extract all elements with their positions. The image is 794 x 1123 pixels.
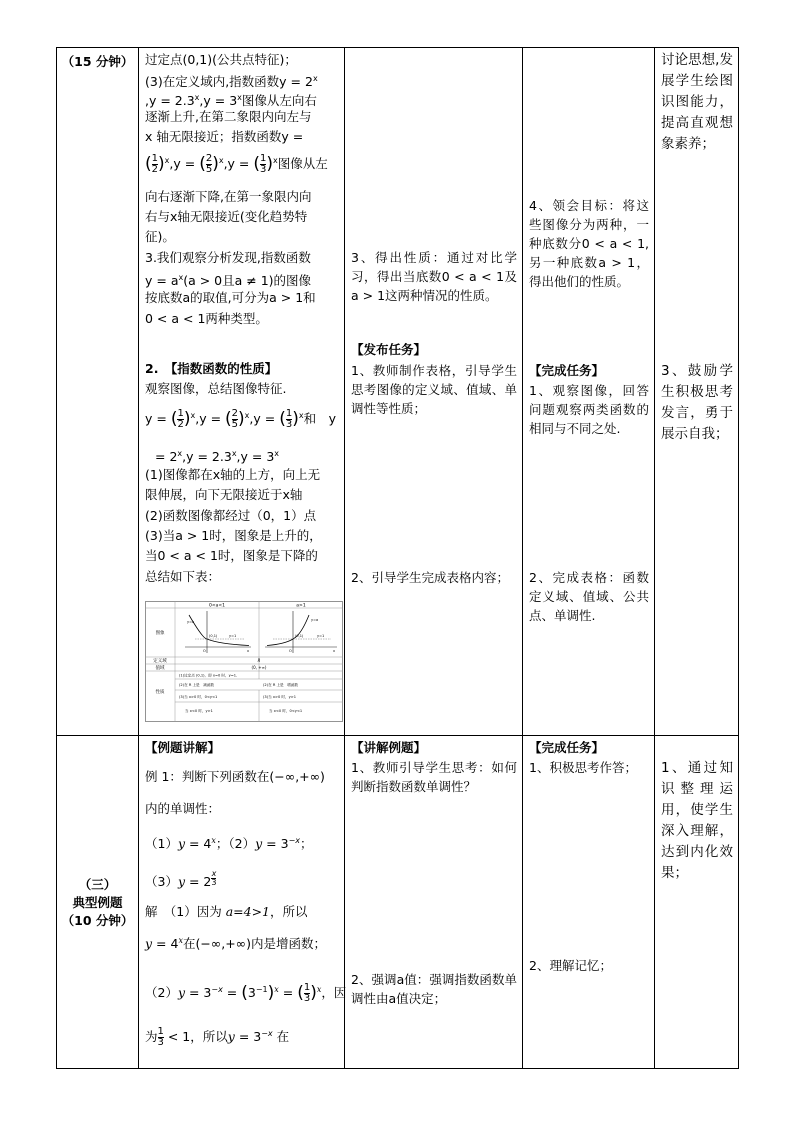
fig-origin-label: O bbox=[289, 649, 292, 653]
teacher-text: 1、教师制作表格，引导学生思考图像的定义域、值域、单调性等性质； bbox=[351, 363, 517, 416]
content-cell bbox=[139, 735, 345, 1068]
content-line: 当0 < a < 1时，图象是下降的 bbox=[145, 548, 318, 563]
fig-range: (0, +∞) bbox=[251, 665, 267, 670]
example-line: $(1)y = 4^x$；$(2)y = 3^{-x}$； bbox=[145, 835, 313, 851]
content-line: 限伸展，向下无限接近于x轴 bbox=[145, 487, 303, 502]
table-row bbox=[57, 735, 739, 1068]
example-line: （3）y = 2 $^{\frac{x}{3}}$ bbox=[145, 868, 217, 889]
student-task-title: 【完成任务】 bbox=[529, 739, 605, 755]
fig-curve-label: y=a bbox=[187, 620, 195, 624]
solution-line: 为 $\frac{1}{3}$ < 1，所以$y = 3^{-x}$ 在 bbox=[145, 1025, 290, 1048]
section-heading: 2. 【指数函数的性质】 bbox=[145, 361, 278, 376]
solution-line: $y = 4^x$在(−∞,+∞)内是增函数； bbox=[145, 935, 326, 951]
content-line: 3.我们观察分析发现,指数函数 bbox=[145, 250, 311, 265]
stage-label: （15 分钟） bbox=[61, 54, 134, 69]
fig-row-label: 值域 bbox=[155, 666, 165, 671]
student-text: 2、完成表格：函数定义域、值域、公共点、单调性. bbox=[529, 570, 649, 623]
example-line: 例 1：判断下列函数在(−∞,+∞) bbox=[145, 768, 325, 784]
student-text: 1、积极思考作答； bbox=[529, 759, 637, 775]
fig-asymptote-label: y=1 bbox=[317, 634, 325, 638]
content-line: 征)。 bbox=[145, 229, 175, 244]
example-title: 【例题讲解】 bbox=[145, 739, 221, 755]
fig-row-label: 图象 bbox=[155, 631, 165, 636]
fig-x-label: x bbox=[247, 649, 250, 653]
formula-line: y = ( $\frac{1}{2}$ )$^x$,y = ( $\frac{2}{5}$ )$^x$,y = ( $\frac{1}{3}$ )$^x$和 y bbox=[145, 408, 336, 431]
teacher-text: 3、得出性质：通过对比学习，得出当底数0 < a < 1及a > 1这两种情况的性质。 bbox=[351, 250, 517, 303]
content-line: (3)在定义域内,指数函数$y = 2^x$ bbox=[145, 74, 318, 90]
fig-point-label: (0,1) bbox=[295, 634, 304, 638]
table-row bbox=[57, 48, 739, 736]
teacher-task-title: 【发布任务】 bbox=[351, 342, 427, 357]
stage-cell bbox=[57, 48, 139, 736]
content-line: (2)函数图像都经过（0，1）点 bbox=[145, 508, 317, 523]
intent-text: 1、通过知识整理运用，使学生深入理解，达到内化效果； bbox=[661, 759, 733, 881]
teacher-text: 1、教师引导学生思考：如何判断指数函数单调性？ bbox=[351, 759, 517, 794]
fig-property-4b: 当 x<0 时，0<y<1 bbox=[269, 709, 303, 713]
design-intent-cell bbox=[655, 48, 739, 736]
student-task-title: 【完成任务】 bbox=[529, 363, 605, 378]
content-line: = $2^x,y = 2.3^x,y = 3^x$ bbox=[155, 449, 280, 465]
fig-property-3a: (3)当 x>0 时，0<y<1 bbox=[179, 695, 218, 699]
teacher-text: 2、引导学生完成表格内容； bbox=[351, 570, 509, 585]
fig-origin-label: O bbox=[203, 649, 206, 653]
content-line: (1)图像都在x轴的上方，向上无 bbox=[145, 467, 321, 482]
fig-domain: R bbox=[257, 658, 261, 663]
content-line: $,y = 2.3^x,y = 3^x$图像从左向右 bbox=[145, 93, 317, 109]
fig-row-label: 定义域 bbox=[153, 659, 167, 664]
formula-line: ( $\frac{1}{2}$ )$^x$,y = ( $\frac{2}{5}$ )$^x$,y = ( $\frac{1}{3}$ )$^x$图像从左 bbox=[145, 153, 328, 176]
fig-x-label: x bbox=[333, 649, 336, 653]
fig-property-2a: (2)在 R 上是 减函数 bbox=[179, 683, 215, 687]
stage-cell bbox=[57, 735, 139, 1068]
exponential-property-table-figure bbox=[145, 601, 343, 722]
content-line: 过定点(0,1)(公共点特征)； bbox=[145, 52, 297, 67]
fig-property-4a: 当 x<0 时，y>1 bbox=[185, 709, 213, 713]
fig-header-left: 0<a<1 bbox=[208, 603, 226, 609]
content-line: 按底数a的取值,可分为a > 1和 bbox=[145, 290, 316, 305]
content-line: 总结如下表： bbox=[145, 569, 221, 584]
fig-point-label: (0,1) bbox=[209, 634, 218, 638]
student-text: 1、观察图像，回答问题观察两类函数的相同与不同之处. bbox=[529, 383, 649, 436]
content-line: 逐渐上升,在第二象限内向左与 bbox=[145, 109, 312, 124]
student-text: 4、领会目标：将这些图像分为两种，一种底数分0 < a < 1,另一种底数a > 1，得出他们的性质。 bbox=[529, 198, 649, 289]
example-line: 内的单调性： bbox=[145, 800, 221, 816]
fig-property-1: (1)过定点 (0,1)，即 x=0 时，y=1. bbox=[179, 673, 238, 678]
stage-label: （三） 典型例题 （10 分钟） bbox=[61, 876, 134, 928]
fig-curve-label: y=a bbox=[311, 618, 319, 622]
fig-property-3b: (3)当 x>0 时，y>1 bbox=[263, 695, 297, 699]
fig-header-right: a>1 bbox=[296, 603, 306, 609]
content-line: 0 < a < 1两种类型。 bbox=[145, 311, 268, 326]
fig-asymptote-label: y=1 bbox=[229, 634, 237, 638]
content-line: $y = a^x(a > 0$且a ≠ 1)的图像 bbox=[145, 273, 312, 289]
teacher-activity-cell bbox=[345, 48, 523, 736]
solution-line: $(2)y = 3^{-x} = (3^{-1})^x$ = ( $\frac{1}{3}$ )$^x$，因 bbox=[145, 981, 347, 1004]
design-intent-cell bbox=[655, 735, 739, 1068]
content-line: 右与x轴无限接近(变化趋势特 bbox=[145, 209, 308, 224]
teacher-text: 2、强调a值：强调指数函数单调性由a值决定； bbox=[351, 971, 517, 1006]
teacher-activity-cell bbox=[345, 735, 523, 1068]
fig-row-label: 性质 bbox=[155, 690, 165, 695]
teacher-task-title: 【讲解例题】 bbox=[351, 739, 427, 755]
content-line: 观察图像，总结图像特征. bbox=[145, 381, 287, 396]
student-activity-cell bbox=[523, 735, 655, 1068]
student-text: 2、理解记忆； bbox=[529, 957, 612, 973]
content-line: x 轴无限接近；指数函数y = bbox=[145, 129, 304, 144]
lesson-plan-table bbox=[56, 47, 739, 1069]
content-line: (3)当a > 1时，图象是上升的， bbox=[145, 528, 322, 543]
student-activity-cell bbox=[523, 48, 655, 736]
solution-line: 解 （1）因为 a=4>1，所以 bbox=[145, 903, 308, 919]
content-cell bbox=[139, 48, 345, 736]
content-line: 向右逐渐下降,在第一象限内向 bbox=[145, 189, 312, 204]
fig-property-2b: (2)在 R 上是 增函数 bbox=[263, 683, 299, 687]
intent-text: 3、鼓励学生积极思考发言，勇于展示自我； bbox=[661, 363, 733, 442]
intent-text: 讨论思想,发展学生绘图识图能力，提高直观想象素养； bbox=[661, 52, 733, 152]
